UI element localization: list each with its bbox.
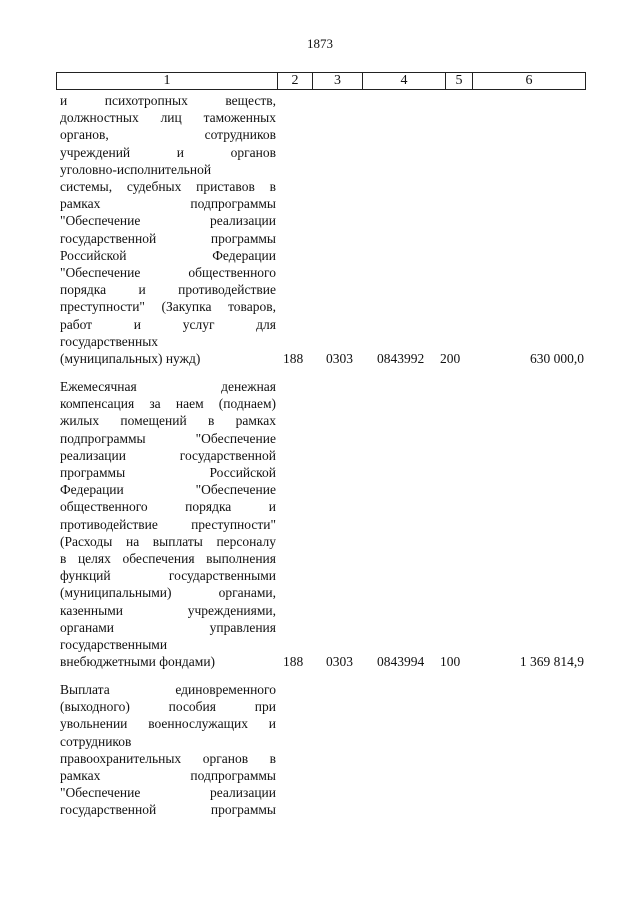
description-line: казенными учреждениями, <box>60 602 276 618</box>
description-line: учреждений и органов <box>60 144 276 160</box>
description-line: "Обеспечение общественного <box>60 265 276 281</box>
description-line: (муниципальными) органами, <box>60 585 276 601</box>
description-line: реализации государственной <box>60 447 276 463</box>
description-line: "Обеспечение реализации <box>60 213 276 229</box>
description-line: внебюджетными фондами) <box>60 654 216 670</box>
table-header <box>56 72 586 90</box>
description-line: рамках подпрограммы <box>60 768 276 784</box>
cell-target: 0843992 <box>377 351 425 366</box>
description-line: рамках подпрограммы <box>60 196 276 212</box>
description-line: жилых помещений в рамках <box>60 413 276 429</box>
cell-section: 0303 <box>326 654 353 669</box>
description-line: Выплата единовременного <box>60 682 276 697</box>
page-number: 1873 <box>307 36 333 51</box>
description-line: функций государственными <box>60 568 276 584</box>
description-line: программы Российской <box>60 465 276 481</box>
description-line: органов, сотрудников <box>60 127 276 143</box>
column-header-6: 6 <box>525 73 533 88</box>
row-description <box>60 92 276 367</box>
column-header-5: 5 <box>446 73 473 89</box>
description-line: Ежемесячная денежная <box>60 379 276 394</box>
description-line: противодействие преступности" <box>60 516 276 532</box>
description-line: государственной программы <box>60 802 276 818</box>
cell-amount: 630 000,0 <box>530 351 584 366</box>
cell-section: 0303 <box>326 351 353 366</box>
description-line: (муниципальных) нужд) <box>60 351 201 367</box>
cell-amount: 1 369 814,9 <box>519 654 584 669</box>
description-line: правоохранительных органов в <box>60 750 276 766</box>
description-line: уголовно-исполнительной <box>60 161 212 177</box>
description-line: должностных лиц таможенных <box>60 110 276 126</box>
description-line: общественного порядка и <box>60 499 276 515</box>
description-line: органами управления <box>60 619 276 635</box>
column-header-2: 2 <box>278 73 313 89</box>
description-line: системы, судебных приставов в <box>60 179 276 195</box>
description-line: (выходного) пособия при <box>60 699 276 715</box>
description-line: (Расходы на выплаты персоналу <box>60 533 276 549</box>
description-line: и психотропных веществ, <box>60 93 276 108</box>
description-line: увольнении военнослужащих и <box>60 716 276 732</box>
description-line: компенсация за наем (поднаем) <box>60 396 276 412</box>
cell-target: 0843994 <box>377 654 425 669</box>
cell-type: 100 <box>440 654 461 669</box>
cell-code: 188 <box>283 351 304 366</box>
description-line: государственной программы <box>60 230 276 246</box>
description-line: сотрудников <box>60 733 132 749</box>
column-header-1: 1 <box>57 73 278 89</box>
description-line: государственных <box>60 333 159 349</box>
description-line: порядка и противодействие <box>60 282 276 298</box>
column-header-3: 3 <box>313 73 363 89</box>
row-description <box>60 378 276 670</box>
description-line: работ и услуг для <box>60 316 276 332</box>
description-line: Российской Федерации <box>60 247 276 263</box>
cell-type: 200 <box>440 351 461 366</box>
description-line: в целях обеспечения выполнения <box>60 551 276 567</box>
description-line: "Обеспечение реализации <box>60 785 276 801</box>
column-header-4: 4 <box>363 73 446 89</box>
description-line: подпрограммы "Обеспечение <box>60 430 276 446</box>
description-line: государственными <box>60 637 168 653</box>
row-description <box>60 681 276 819</box>
description-line: Федерации "Обеспечение <box>60 482 276 498</box>
description-line: преступности" (Закупка товаров, <box>60 299 276 315</box>
cell-code: 188 <box>283 654 304 669</box>
